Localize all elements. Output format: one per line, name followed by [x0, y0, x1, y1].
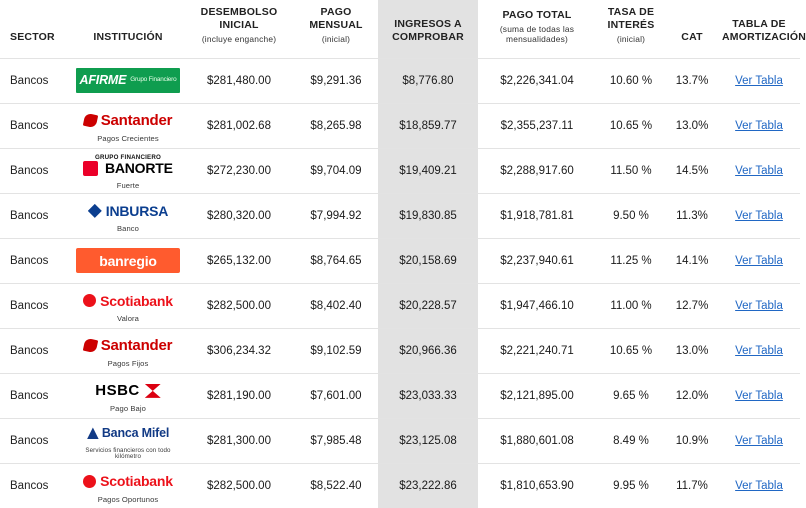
cell-desembolso: $281,190.00: [184, 373, 294, 418]
column-header-tasa-label: TASA DE INTERÉS: [607, 6, 655, 31]
cell-pago-total: $2,226,341.04: [478, 58, 596, 103]
column-header-institucion-label: INSTITUCIÓN: [93, 30, 163, 43]
cell-tabla[interactable]: [718, 373, 800, 418]
ver-tabla-link[interactable]: Ver Tabla: [735, 434, 783, 447]
ver-tabla-link[interactable]: Ver Tabla: [735, 479, 783, 492]
cell-pago-total: $1,880,601.08: [478, 418, 596, 463]
institution-product-label: Servicios financieros con todo kilómetro: [85, 446, 171, 461]
ver-tabla-link[interactable]: Ver Tabla: [735, 119, 783, 132]
mifel-mark-icon: [87, 427, 99, 439]
table-body: [0, 58, 800, 508]
cell-desembolso: $306,234.32: [184, 328, 294, 373]
cell-tasa: 10.65 %: [596, 103, 666, 148]
cell-tasa: 9.50 %: [596, 193, 666, 238]
cell-tabla[interactable]: [718, 148, 800, 193]
table-row: [0, 238, 800, 283]
santander-flame-icon: [83, 113, 98, 128]
cell-tabla[interactable]: [718, 238, 800, 283]
mifel-logo: [76, 421, 180, 460]
table-row: [0, 283, 800, 328]
institution-product-label: Pagos Oportunos: [97, 494, 159, 504]
column-header-tabla-label: TABLA DE AMORTIZACIÓN: [722, 18, 806, 43]
santander-logo-text: Santander: [100, 337, 173, 355]
cell-desembolso: $281,002.68: [184, 103, 294, 148]
santander-logo: [76, 333, 180, 368]
column-header-sector-label: SECTOR: [10, 30, 55, 43]
inbursa-logo-text: INBURSA: [105, 202, 169, 219]
cell-tabla[interactable]: [718, 103, 800, 148]
cell-institution: [72, 58, 184, 103]
column-header-tasa[interactable]: [596, 0, 666, 58]
cell-tasa: 11.50 %: [596, 148, 666, 193]
scotiabank-logo: [76, 288, 180, 323]
cell-cat: 11.7%: [666, 463, 718, 508]
scotiabank-logo: [76, 469, 180, 504]
cell-tasa: 9.65 %: [596, 373, 666, 418]
cell-desembolso: $281,300.00: [184, 418, 294, 463]
cell-sector: Bancos: [0, 373, 72, 418]
cell-institution: [72, 373, 184, 418]
table-row: [0, 148, 800, 193]
cell-tasa: 10.65 %: [596, 328, 666, 373]
inbursa-diamond-icon: [88, 204, 102, 218]
cell-tasa: 8.49 %: [596, 418, 666, 463]
ver-tabla-link[interactable]: Ver Tabla: [735, 254, 783, 267]
cell-cat: 13.7%: [666, 58, 718, 103]
table-row: [0, 418, 800, 463]
cell-ingresos: $18,859.77: [378, 103, 478, 148]
cell-institution: [72, 148, 184, 193]
column-header-pago-total-sub: (suma de todas las mensualidades): [499, 23, 575, 44]
cell-tasa: 9.95 %: [596, 463, 666, 508]
cell-tabla[interactable]: [718, 463, 800, 508]
institution-product-label: Pagos Crecientes: [97, 134, 159, 144]
cell-institution: [72, 283, 184, 328]
column-header-pago-mensual[interactable]: [294, 0, 378, 58]
cell-sector: Bancos: [0, 58, 72, 103]
cell-pago-mensual: $9,704.09: [294, 148, 378, 193]
cell-desembolso: $280,320.00: [184, 193, 294, 238]
scotiabank-dot-icon: [83, 475, 96, 488]
cell-tabla[interactable]: [718, 58, 800, 103]
institution-product-label: Fuerte: [116, 180, 140, 190]
cell-cat: 12.0%: [666, 373, 718, 418]
cell-pago-total: $2,221,240.71: [478, 328, 596, 373]
column-header-pago-total[interactable]: [478, 0, 596, 58]
cell-tasa: 11.25 %: [596, 238, 666, 283]
cell-ingresos: $19,409.21: [378, 148, 478, 193]
cell-desembolso: $265,132.00: [184, 238, 294, 283]
cell-pago-total: $1,947,466.10: [478, 283, 596, 328]
cell-pago-total: $2,288,917.60: [478, 148, 596, 193]
table-header: [0, 0, 806, 58]
cell-sector: Bancos: [0, 148, 72, 193]
cell-pago-mensual: $7,985.48: [294, 418, 378, 463]
table-row: [0, 58, 800, 103]
banorte-square-icon: [83, 161, 98, 176]
cell-institution: [72, 418, 184, 463]
cell-pago-mensual: $9,291.36: [294, 58, 378, 103]
cell-institution: [72, 238, 184, 283]
table-row: [0, 463, 800, 508]
header-row: [0, 0, 800, 58]
cell-pago-mensual: $8,402.40: [294, 283, 378, 328]
column-header-pago-mensual-label: PAGO MENSUAL: [309, 6, 363, 31]
santander-logo: [76, 108, 180, 143]
ver-tabla-link[interactable]: Ver Tabla: [735, 389, 783, 402]
cell-pago-mensual: $8,764.65: [294, 238, 378, 283]
ver-tabla-link[interactable]: Ver Tabla: [735, 344, 783, 357]
cell-ingresos: $23,033.33: [378, 373, 478, 418]
cell-pago-total: $2,121,895.00: [478, 373, 596, 418]
cell-ingresos: $23,222.86: [378, 463, 478, 508]
cell-pago-mensual: $7,994.92: [294, 193, 378, 238]
cell-pago-total: $1,918,781.81: [478, 193, 596, 238]
cell-institution: [72, 328, 184, 373]
column-header-ingresos[interactable]: [378, 0, 478, 58]
afirme-logo-sub: Grupo Financiero: [130, 76, 177, 84]
santander-flame-icon: [83, 338, 98, 353]
column-header-desembolso-sub: (incluye enganche): [201, 33, 277, 44]
cell-sector: Bancos: [0, 103, 72, 148]
column-header-pago-total-label: PAGO TOTAL: [502, 8, 572, 21]
ver-tabla-link[interactable]: Ver Tabla: [735, 209, 783, 222]
column-header-tabla[interactable]: [718, 0, 806, 58]
cell-tabla[interactable]: [718, 193, 800, 238]
ver-tabla-link[interactable]: Ver Tabla: [735, 299, 783, 312]
cell-sector: Bancos: [0, 283, 72, 328]
banregio-logo-text: banregio: [99, 252, 157, 269]
table-row: [0, 373, 800, 418]
hsbc-logo: [76, 378, 180, 413]
scotiabank-logo-text: Scotiabank: [100, 473, 173, 490]
cell-institution: [72, 463, 184, 508]
cell-cat: 10.9%: [666, 418, 718, 463]
inbursa-logo: [76, 198, 180, 233]
cell-sector: Bancos: [0, 193, 72, 238]
column-header-cat[interactable]: [666, 0, 718, 58]
cell-institution: [72, 193, 184, 238]
scotiabank-logo-text: Scotiabank: [100, 292, 173, 309]
cell-ingresos: $20,228.57: [378, 283, 478, 328]
cell-sector: Bancos: [0, 238, 72, 283]
cell-tasa: 10.60 %: [596, 58, 666, 103]
cell-pago-mensual: $9,102.59: [294, 328, 378, 373]
institution-product-label: Pagos Fijos: [107, 359, 149, 369]
cell-institution: [72, 103, 184, 148]
banorte-logo: [76, 152, 180, 190]
cell-pago-total: $2,355,237.11: [478, 103, 596, 148]
column-header-tasa-sub: (inicial): [616, 33, 646, 44]
banregio-logo: [76, 248, 180, 273]
banorte-logo-text: BANORTE: [104, 160, 173, 177]
cell-ingresos: $20,158.69: [378, 238, 478, 283]
table-row: [0, 103, 800, 148]
institution-product-label: Pago Bajo: [110, 404, 146, 414]
hsbc-logo-text: HSBC: [95, 382, 140, 400]
institution-product-label: Valora: [117, 314, 139, 324]
column-header-pago-mensual-sub: (inicial): [321, 33, 351, 44]
cell-sector: Bancos: [0, 463, 72, 508]
cell-cat: 11.3%: [666, 193, 718, 238]
cell-desembolso: $282,500.00: [184, 283, 294, 328]
cell-tasa: 11.00 %: [596, 283, 666, 328]
cell-tabla[interactable]: [718, 418, 800, 463]
cell-desembolso: $281,480.00: [184, 58, 294, 103]
institution-product-label: Banco: [116, 224, 140, 234]
banorte-group-label: GRUPO FINANCIERO: [94, 154, 162, 162]
cell-cat: 12.7%: [666, 283, 718, 328]
column-header-desembolso[interactable]: [184, 0, 294, 58]
table-row: [0, 328, 800, 373]
hsbc-hexagon-icon: [145, 384, 161, 398]
cell-desembolso: $272,230.00: [184, 148, 294, 193]
cell-sector: Bancos: [0, 328, 72, 373]
cell-cat: 13.0%: [666, 328, 718, 373]
scotiabank-dot-icon: [83, 294, 96, 307]
column-header-cat-label: CAT: [681, 30, 703, 43]
cell-tabla[interactable]: [718, 283, 800, 328]
cell-pago-mensual: $8,522.40: [294, 463, 378, 508]
ver-tabla-link[interactable]: Ver Tabla: [735, 74, 783, 87]
cell-pago-total: $1,810,653.90: [478, 463, 596, 508]
afirme-logo-text: AFIRME: [79, 73, 127, 88]
cell-pago-total: $2,237,940.61: [478, 238, 596, 283]
column-header-ingresos-label: INGRESOS A COMPROBAR: [392, 18, 464, 43]
cell-cat: 14.1%: [666, 238, 718, 283]
column-header-institucion[interactable]: [72, 0, 184, 58]
cell-tabla[interactable]: [718, 328, 800, 373]
ver-tabla-link[interactable]: Ver Tabla: [735, 164, 783, 177]
table-row: [0, 193, 800, 238]
column-header-sector[interactable]: [0, 0, 72, 58]
cell-pago-mensual: $7,601.00: [294, 373, 378, 418]
cell-ingresos: $23,125.08: [378, 418, 478, 463]
santander-logo-text: Santander: [100, 112, 173, 130]
afirme-logo: [76, 68, 180, 93]
cell-pago-mensual: $8,265.98: [294, 103, 378, 148]
cell-ingresos: $19,830.85: [378, 193, 478, 238]
cell-cat: 13.0%: [666, 103, 718, 148]
mifel-logo-text: Banca Mifel: [101, 426, 170, 441]
column-header-desembolso-label: DESEMBOLSO INICIAL: [200, 6, 278, 31]
cell-ingresos: $20,966.36: [378, 328, 478, 373]
cell-sector: Bancos: [0, 418, 72, 463]
cell-desembolso: $282,500.00: [184, 463, 294, 508]
cell-ingresos: $8,776.80: [378, 58, 478, 103]
cell-cat: 14.5%: [666, 148, 718, 193]
